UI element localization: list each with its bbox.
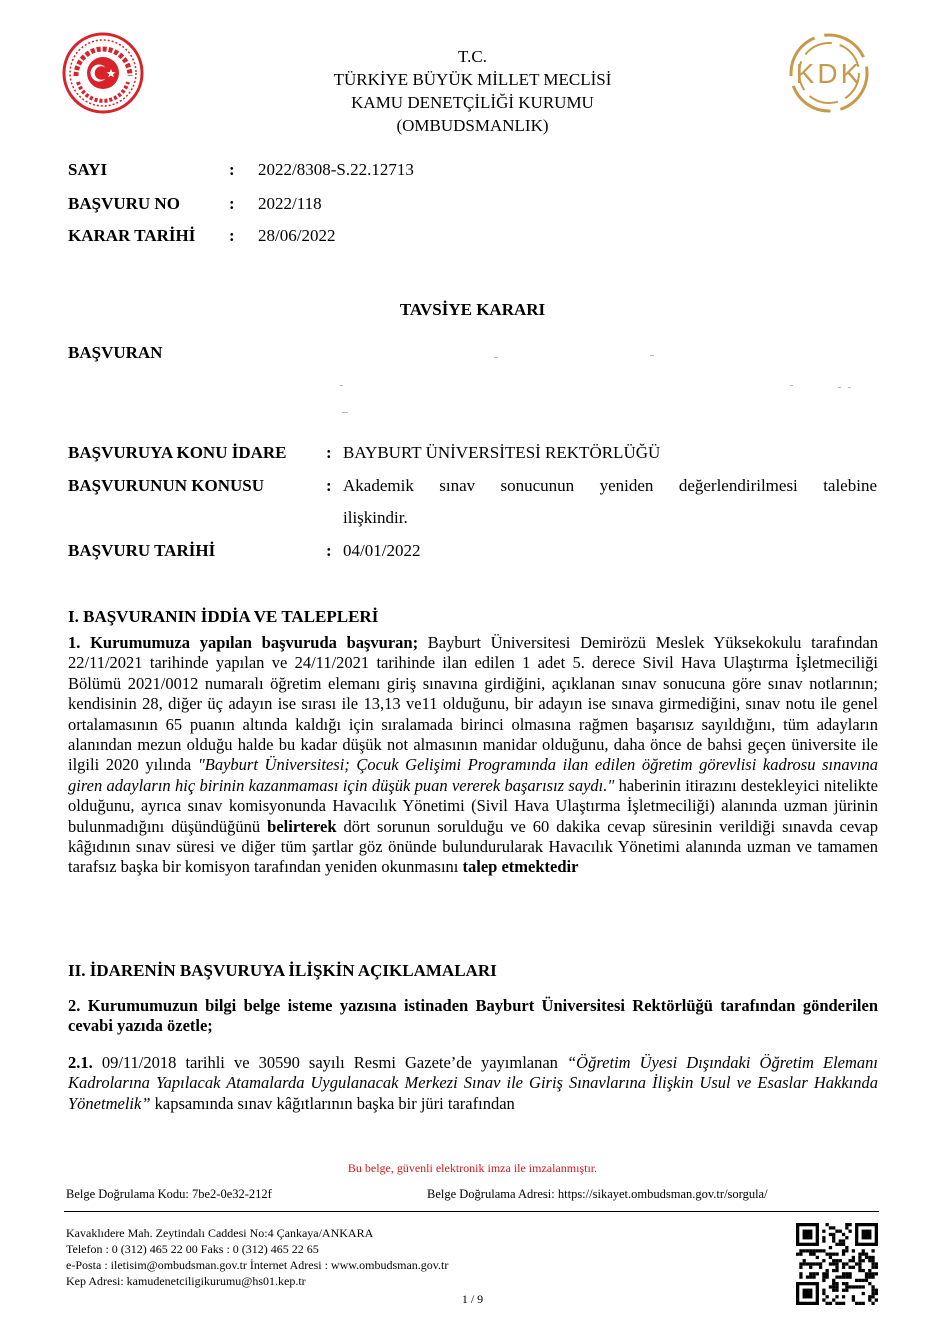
p21-bold-lead: 2.1. [68, 1053, 93, 1072]
e-signature-note: Bu belge, güvenli elektronik imza ile imzalanmıştır. [347, 1161, 598, 1175]
p1-bold-lead: 1. Kurumumuza yapılan başvuruda başvuran; [68, 633, 419, 652]
page-number: 1 / 9 [461, 1292, 484, 1306]
p1-bold-end: talep etmektedir [462, 857, 579, 877]
konu-colon: : [326, 476, 332, 495]
karar-tarihi-colon: : [229, 226, 235, 245]
redaction-mark [838, 387, 841, 388]
p21-text-b: kapsamında sınav kâğıtlarının başka bir jüri tarafından [150, 1093, 515, 1113]
verify-code: Belge Doğrulama Kodu: 7be2-0e32-212f [66, 1187, 272, 1201]
basvuru-tarihi-label: BAŞVURU TARİHİ [68, 541, 216, 560]
p21-text-a: 09/11/2018 tarihli ve 30590 sayılı Resmi Gazete’de yayımlanan [92, 1053, 567, 1072]
footer-phone-fax: Telefon : 0 (312) 465 22 00 Faks : 0 (312) 465 22 65 [66, 1242, 319, 1256]
redaction-mark [650, 355, 654, 356]
section1-heading: I. BAŞVURANIN İDDİA VE TALEPLERİ [68, 607, 379, 626]
basvuru-tarihi-value: 04/01/2022 [343, 541, 421, 560]
konu-label: BAŞVURUNUN KONUSU [68, 476, 264, 495]
idare-value: BAYBURT ÜNİVERSİTESİ REKTÖRLÜĞÜ [343, 443, 661, 462]
p1-text-a: Bayburt Üniversitesi Demirözü Meslek Yüksekokulu tarafından 22/11/2021 tarihinde yapılan ve 24/11/2021 tarihinde ilan edilen 1 adet 5. derece Sivil Hava Ulaştırma İşletmeciliği Bölümü 2021/0012 numaralı öğretim elemanı giriş sınavına girdiğini, açıklanan sınav sonucuna göre sınav notlarının; kendisinin 28, diğer üç adayın ise sırası ile 13,13 ve11 olduğunu, bir adayın ise sınava girmediğini, sınav notu ile genel ortalamasının 65 puanın altında kaldığı için sıralamada birinci olmasına rağmen başarısız sayıldığını, tüm adayların alanından mezun olduğu halde bu kadar düşük not almasının manidar olduğunu, daha önce de bahsi geçen üniversite ile ilgili 2020 yılında [68, 633, 878, 775]
kdk-logo-icon [776, 32, 882, 114]
kdk-logo-letters: KDK [795, 58, 863, 89]
section2-paragraph2-1 [68, 1053, 878, 1114]
institution-name-line3: (OMBUDSMANLIK) [396, 116, 549, 135]
idare-label: BAŞVURUYA KONU İDARE [68, 443, 287, 462]
footer-kep: Kep Adresi: kamudenetciligikurumu@hs01.kep.tr [66, 1274, 306, 1288]
sayi-label: SAYI [68, 160, 108, 179]
p1-bold-mid: belirterek [267, 816, 337, 836]
section2-paragraph2 [68, 996, 878, 1037]
konu-value-line1: Akademik sınav sonucunun yeniden değerlendirilmesi talebine [343, 476, 877, 495]
sayi-colon: : [229, 160, 235, 179]
verify-address-link[interactable]: Belge Doğrulama Adresi: https://sikayet.ombudsman.gov.tr/sorgula/ [427, 1187, 768, 1201]
karar-tarihi-label: KARAR TARİHİ [68, 226, 196, 245]
footer-address: Kavaklıdere Mah. Zeytindalı Caddesi No:4 Çankaya/ANKARA [66, 1226, 374, 1240]
p2-bold: 2. Kurumumuzun bilgi belge isteme yazısına istinaden Bayburt Üniversitesi Rektörlüğü tarafından gönderilen cevabi yazıda özetle; [68, 996, 878, 1036]
institution-name-line1: TÜRKİYE BÜYÜK MİLLET MECLİSİ [333, 70, 612, 89]
konu-value-line2: ilişkindir. [343, 508, 408, 527]
section2-heading: II. İDARENİN BAŞVURUYA İLİŞKİN AÇIKLAMALARI [68, 961, 497, 980]
karar-tarihi-value: 28/06/2022 [258, 226, 336, 245]
document-title: TAVSİYE KARARI [399, 300, 546, 319]
basvuru-no-colon: : [229, 194, 235, 213]
p1-italic-quote: "Bayburt Üniversitesi; Çocuk Gelişimi Programında ilan edilen öğretim görevlisi kadrosu sınavına giren adayların hiç birinin kazanmaması için düşük puan vererek başarısız saydı." [68, 755, 878, 795]
basvuru-tarihi-colon: : [326, 541, 332, 560]
redaction-mark [342, 412, 348, 413]
p1-text-b: haberinin itirazını destekleyici nitelikte olduğunu, ayrıca sınav komisyonunda Havacılık Yönetimi (Sivil Hava Ulaştırma İşletmeciliği) alanında uzman jürinin bulunmadığını düşündüğünü [68, 775, 879, 836]
kdk-logo [776, 32, 882, 114]
qr-code[interactable] [796, 1223, 878, 1305]
footer-email-web[interactable]: e-Posta : iletisim@ombudsman.gov.tr İnternet Adresi : www.ombudsman.gov.tr [66, 1258, 449, 1272]
basvuru-no-value: 2022/118 [258, 194, 322, 213]
p1-text-c: dört sorunun sorulduğu ve 60 dakika cevap süresinin verildiği sınavda cevap kâğıdının sınav süresi ve diğer tüm şartlar göz önünde bulundurularak Havacılık Yönetimi alanında uzman ve tamamen tarafsız başka bir komisyon tarafından yeniden okunmasını [68, 816, 878, 877]
p21-italic-title: “Öğretim Üyesi Dışındaki Öğretim Elemanı Kadrolarına Yapılacak Atamalarda Uygulanacak Merkezi Sınav ile Giriş Sınavlarına İlişkin Usul ve Esaslar Hakkında Yönetmelik” [68, 1053, 878, 1113]
redaction-mark [340, 385, 343, 386]
applicant-label: BAŞVURAN [68, 343, 163, 362]
qr-code-icon [796, 1223, 878, 1305]
institution-name-line2: KAMU DENETÇİLİĞİ KURUMU [351, 93, 594, 112]
section1-paragraph1 [68, 633, 878, 878]
basvuru-no-label: BAŞVURU NO [68, 194, 180, 213]
footer-divider [64, 1211, 879, 1212]
redaction-mark [790, 385, 793, 386]
sayi-value: 2022/8308-S.22.12713 [258, 160, 414, 179]
header-tc: T.C. [458, 47, 487, 66]
redaction-mark [494, 357, 498, 358]
redaction-mark [848, 387, 851, 388]
idare-colon: : [326, 443, 332, 462]
